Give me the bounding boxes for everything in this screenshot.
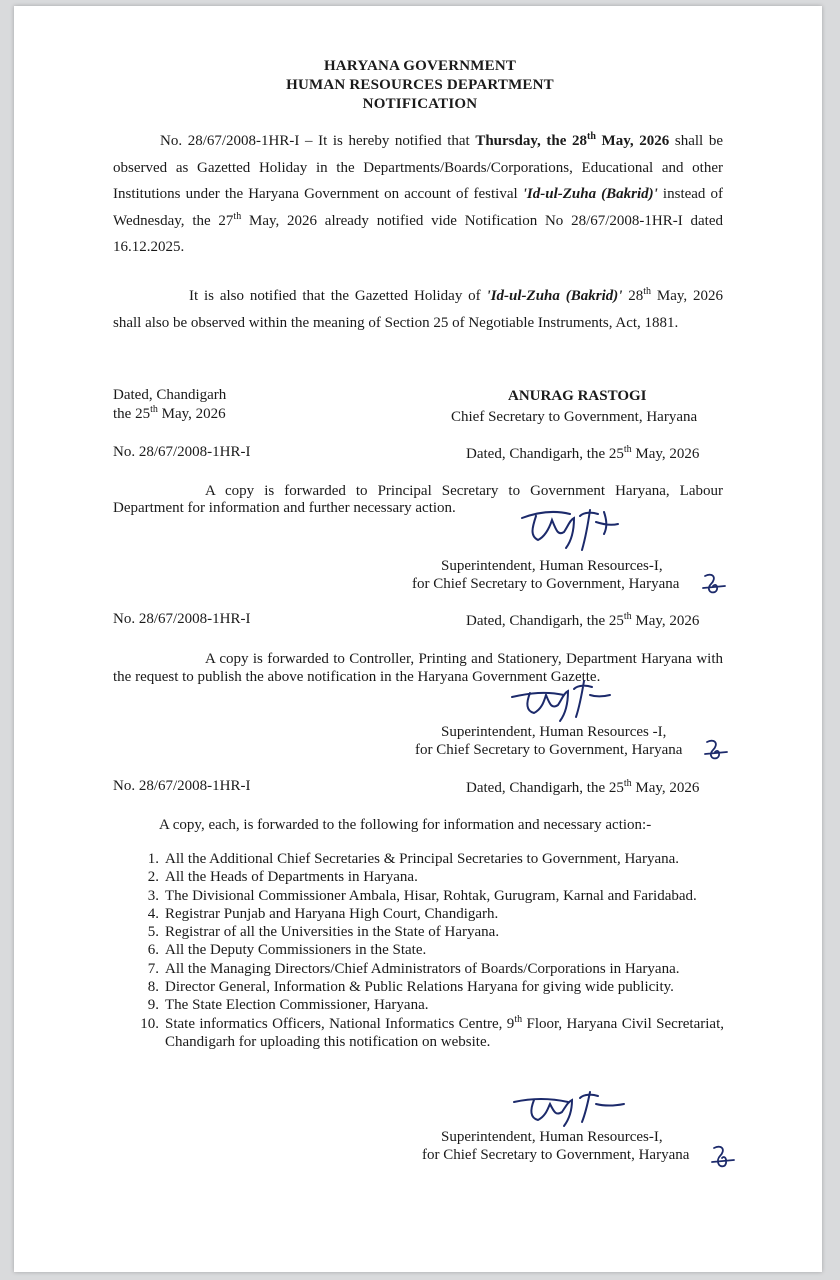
endorsement-2-number: No. 28/67/2008-1HR-I <box>113 611 251 627</box>
endorsement-2-dated <box>466 613 699 630</box>
list-item <box>116 941 724 959</box>
endorsement-2-dated-a: Dated, Chandigarh, the 25 <box>466 613 624 629</box>
para1-text-e: instead of Wednesday, the 27 <box>113 186 723 229</box>
para1-text-f: May, 2026 already notified vide Notification No 28/67/2008-1HR-I dated 16.12.2025. <box>113 212 723 255</box>
endorsement-1-dated-a: Dated, Chandigarh, the 25 <box>466 446 624 462</box>
endorsement-3-dated-a: Dated, Chandigarh, the 25 <box>466 780 624 796</box>
para2-text-c: 28 <box>622 288 644 304</box>
notification-paragraph-2 <box>113 283 723 336</box>
para1-text-a: No. 28/67/2008-1HR-I – It is hereby notified that <box>160 133 476 149</box>
list-item-number: 5. <box>147 924 159 941</box>
para2-text-d: May, 2026 shall also be observed within the meaning of Section 25 of Negotiable Instruments, Act, 1881. <box>113 288 724 331</box>
dated-date-a: the 25 <box>113 406 151 422</box>
list-item-text: All the Managing Directors/Chief Administrators of Boards/Corporations in Haryana. <box>165 960 680 977</box>
list-item-number: 8. <box>147 979 159 996</box>
list-item <box>116 960 724 978</box>
list-item-text: Director General, Information & Public Relations Haryana for giving wide publicity. <box>165 979 674 996</box>
dated-date <box>113 406 226 423</box>
list-item-text: All the Additional Chief Secretaries & Principal Secretaries to Government, Haryana. <box>165 851 680 867</box>
dated-date-b: May, 2026 <box>157 406 226 422</box>
signatory-name: ANURAG RASTOGI <box>508 388 647 404</box>
list-item <box>116 868 724 886</box>
endorsement-2-text: A copy is forwarded to Controller, Printing and Stationery, Department Haryana with the request to publish the above notification in the Haryana Government Gazette. <box>113 651 723 685</box>
endorsement-3-dated-b: May, 2026 <box>631 780 700 796</box>
list-item-text: All the Deputy Commissioners in the State. <box>165 942 427 959</box>
list-item-text: Registrar of all the Universities in the State of Haryana. <box>165 924 500 941</box>
para2-text-a: It is also notified that the Gazetted Holiday of <box>189 288 487 304</box>
signature-3 <box>510 1090 630 1130</box>
signatory-title: Chief Secretary to Government, Haryana <box>451 409 698 425</box>
list-item-number: 2. <box>147 869 159 886</box>
header-notification: NOTIFICATION <box>362 96 478 112</box>
endorsement-3-number: No. 28/67/2008-1HR-I <box>113 778 251 794</box>
list-item <box>116 887 724 905</box>
endorsement-2-dated-sup: th <box>623 611 632 622</box>
list-item-text: The State Election Commissioner, Haryana. <box>165 997 429 1014</box>
list-item <box>116 850 724 868</box>
list-item-number: 4. <box>147 905 159 922</box>
para1-holiday-day: Thursday, the 28 <box>475 133 588 149</box>
list-item-number: 3. <box>147 887 159 904</box>
endorsement-3-dated-sup: th <box>623 778 632 789</box>
endorsement-3-sign-line2: for Chief Secretary to Government, Haryana <box>422 1147 690 1163</box>
signature-1 <box>518 506 628 558</box>
para2-sup: th <box>643 286 652 297</box>
endorsement-3-dated <box>466 780 699 797</box>
initials-2 <box>703 736 729 764</box>
dated-place: Dated, Chandigarh <box>113 387 227 403</box>
list-item-text-a: State informatics Officers, National Informatics Centre, 9 <box>165 1015 515 1032</box>
list-item <box>116 923 724 941</box>
endorsement-2-sign-line2: for Chief Secretary to Government, Haryana <box>415 742 683 758</box>
list-item-number: 6. <box>147 942 159 959</box>
list-item <box>116 905 724 923</box>
endorsement-1-number: No. 28/67/2008-1HR-I <box>113 444 251 460</box>
notification-paragraph-1 <box>113 128 723 261</box>
para1-holiday-year: May, 2026 <box>595 133 670 149</box>
endorsement-1-text: A copy is forwarded to Principal Secretary to Government Haryana, Labour Department for information and further necessary action. <box>113 483 723 516</box>
initials-3 <box>710 1142 736 1172</box>
list-item-text-b: Floor, Haryana Civil Secretariat, Chandigarh for uploading this notification on website. <box>165 1015 724 1050</box>
list-item-text <box>165 1015 724 1052</box>
initials-1 <box>701 570 727 598</box>
header-department: HUMAN RESOURCES DEPARTMENT <box>286 77 554 93</box>
para1-sup: th <box>587 131 596 142</box>
para1-sup-2: th <box>233 210 242 222</box>
list-item-number: 1. <box>147 851 159 867</box>
endorsement-1-dated-sup: th <box>623 444 632 455</box>
signature-2 <box>508 675 618 725</box>
list-item <box>116 996 724 1014</box>
endorsement-3-text: A copy, each, is forwarded to the following for information and necessary action:- <box>159 817 652 833</box>
para1-festival: 'Id-ul-Zuha (Bakrid)' <box>522 186 658 202</box>
list-item-text: The Divisional Commissioner Ambala, Hisar, Rohtak, Gurugram, Karnal and Faridabad. <box>165 887 697 904</box>
para1-text-c: shall be observed as Gazetted Holiday in the Departments/Boards/Corporations, Educational and other Institutions under the Haryana Government on account of festival <box>113 133 723 202</box>
endorsement-1-dated <box>466 446 699 463</box>
endorsement-1-sign-line2: for Chief Secretary to Government, Haryana <box>412 576 680 592</box>
list-item-text: Registrar Punjab and Haryana High Court, Chandigarh. <box>165 905 499 922</box>
para1-holiday-date <box>475 133 669 149</box>
list-item-sup: th <box>514 1013 523 1025</box>
endorsement-3-sign-line1: Superintendent, Human Resources-I, <box>441 1129 663 1145</box>
dated-date-sup: th <box>150 404 158 415</box>
list-item <box>116 1015 724 1052</box>
list-item-number: 7. <box>147 960 159 977</box>
endorsement-2-dated-b: May, 2026 <box>631 613 700 629</box>
list-item <box>116 978 724 996</box>
recipient-list <box>116 850 724 1051</box>
list-item-number: 10. <box>140 1015 159 1032</box>
list-item-text: All the Heads of Departments in Haryana. <box>165 869 418 886</box>
endorsement-1-sign-line1: Superintendent, Human Resources-I, <box>441 558 663 574</box>
endorsement-1-dated-b: May, 2026 <box>631 446 700 462</box>
endorsement-2-sign-line1: Superintendent, Human Resources -I, <box>441 724 667 740</box>
list-item-number: 9. <box>147 997 159 1014</box>
header-government: HARYANA GOVERNMENT <box>323 58 517 74</box>
para2-festival: 'Id-ul-Zuha (Bakrid)' <box>486 288 623 304</box>
